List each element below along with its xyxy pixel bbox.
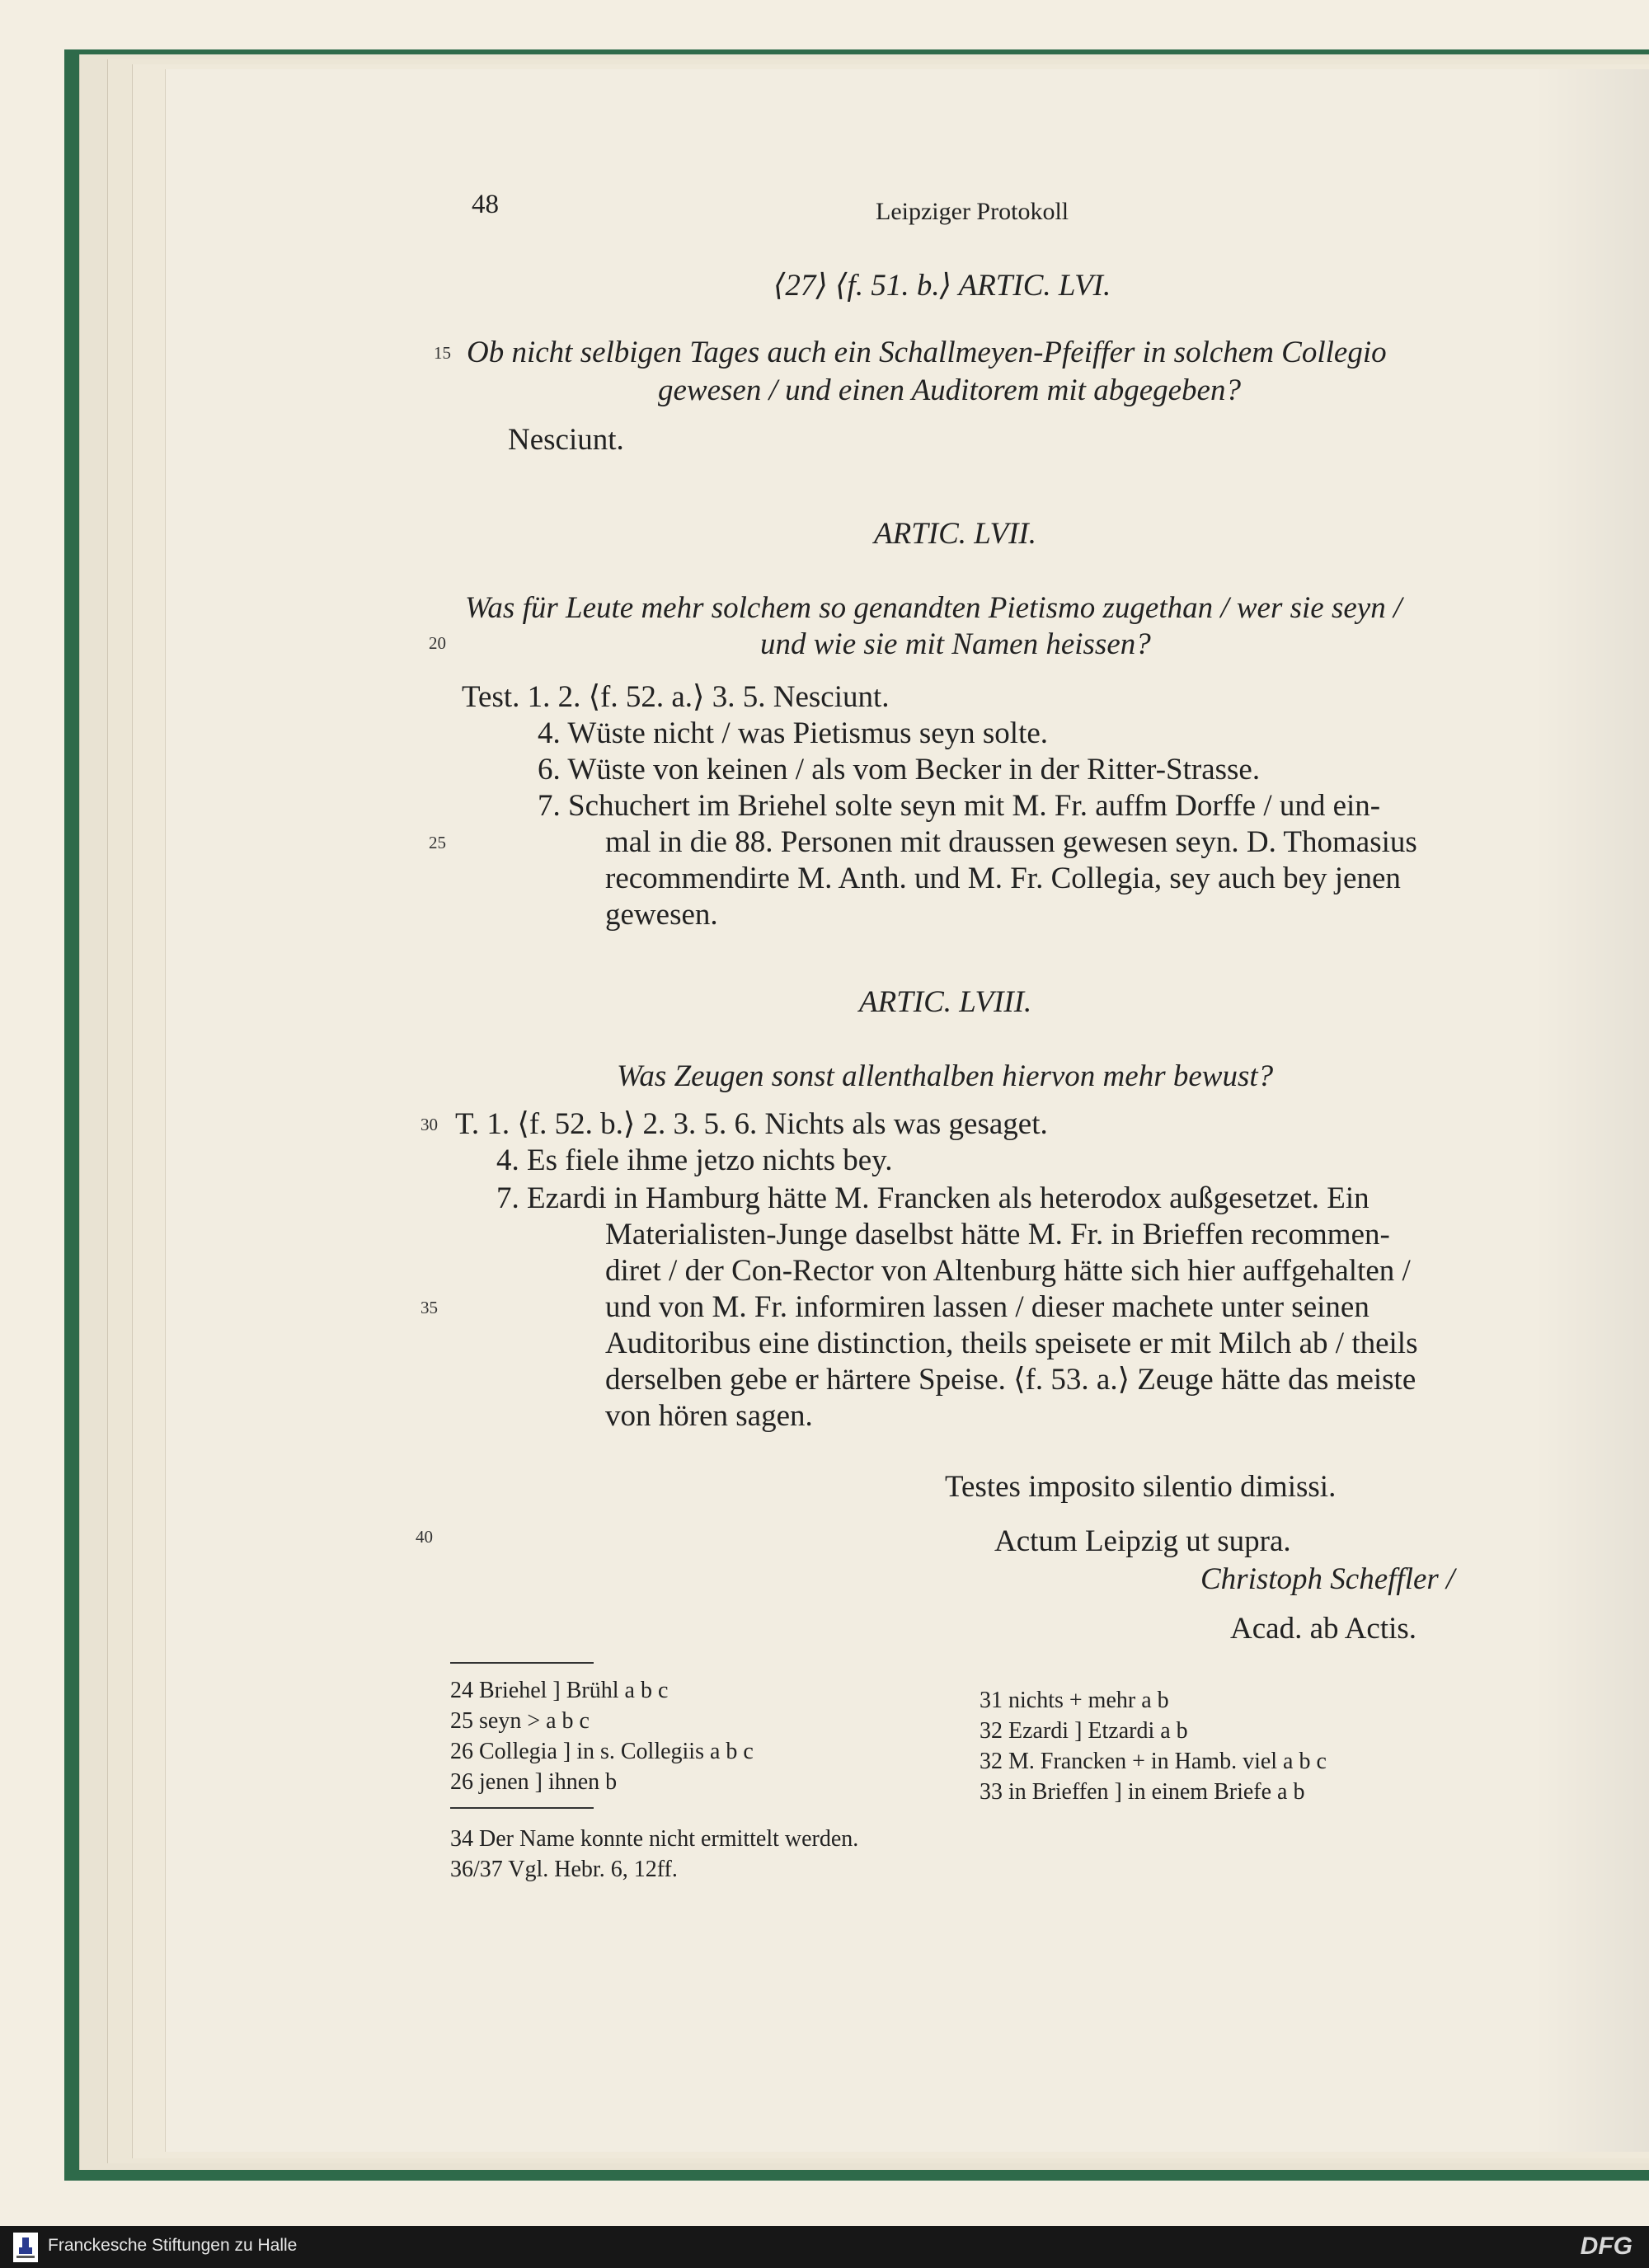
testimony-line: 7. Ezardi in Hamburg hätte M. Francken als heterodox außgesetzet. Ein <box>496 1181 1369 1215</box>
line-number-30: 30 <box>420 1115 438 1134</box>
testimony-line: Test. 1. 2. ⟨f. 52. a.⟩ 3. 5. Nesciunt. <box>462 680 890 714</box>
closing-place: Actum Leipzig ut supra. <box>994 1524 1291 1558</box>
apparatus-note: 32 M. Francken + in Hamb. viel a b c <box>980 1749 1327 1774</box>
apparatus-note: 25 seyn > a b c <box>450 1708 590 1734</box>
page-number: 48 <box>472 190 499 219</box>
running-title: Leipziger Protokoll <box>876 198 1069 225</box>
line-number-15: 15 <box>434 343 451 363</box>
article-56-question: gewesen / und einen Auditorem mit abgegeben? <box>658 373 1241 407</box>
testimony-line: 7. Schuchert im Briehel solte seyn mit M. Fr. auffm Dorffe / und ein- <box>538 789 1381 823</box>
commentary-note: 36/37 Vgl. Hebr. 6, 12ff. <box>450 1857 678 1882</box>
testimony-line: T. 1. ⟨f. 52. b.⟩ 2. 3. 5. 6. Nichts als was gesaget. <box>455 1107 1048 1141</box>
testimony-line: Materialisten-Junge daselbst hätte M. Fr. in Brieffen recommen- <box>605 1218 1390 1251</box>
testimony-line: 6. Wüste von keinen / als vom Becker in der Ritter-Strasse. <box>538 753 1261 787</box>
article-56-question: Ob nicht selbigen Tages auch ein Schallmeyen-Pfeiffer in solchem Collegio <box>467 336 1387 369</box>
footnote-divider <box>450 1807 594 1809</box>
line-number-40: 40 <box>416 1527 433 1547</box>
closing-signature: Christoph Scheffler / <box>1200 1562 1455 1596</box>
apparatus-note: 32 Ezardi ] Etzardi a b <box>980 1718 1188 1744</box>
testimony-line: diret / der Con-Rector von Altenburg hätte sich hier auffgehalten / <box>605 1254 1411 1288</box>
testimony-line: recommendirte M. Anth. und M. Fr. Collegia, sey auch bey jenen <box>605 862 1401 895</box>
apparatus-note: 24 Briehel ] Brühl a b c <box>450 1678 669 1703</box>
article-58-heading: ARTIC. LVIII. <box>859 985 1032 1019</box>
article-56-heading: ⟨27⟩ ⟨f. 51. b.⟩ ARTIC. LVI. <box>773 269 1111 303</box>
apparatus-note: 26 jenen ] ihnen b <box>450 1769 618 1795</box>
closing-dismissal: Testes imposito silentio dimissi. <box>945 1470 1337 1504</box>
testimony-line: derselben gebe er härtere Speise. ⟨f. 53. a.⟩ Zeuge hätte das meiste <box>605 1363 1416 1397</box>
article-57-question: und wie sie mit Namen heissen? <box>760 627 1151 661</box>
testimony-line: von hören sagen. <box>605 1399 813 1433</box>
article-57-question: Was für Leute mehr solchem so genandten Pietismo zugethan / wer sie seyn / <box>465 591 1402 625</box>
apparatus-note: 33 in Brieffen ] in einem Briefe a b <box>980 1779 1305 1805</box>
testimony-line: 4. Es fiele ihme jetzo nichts bey. <box>496 1143 893 1177</box>
testimony-line: 4. Wüste nicht / was Pietismus seyn solte. <box>538 716 1049 750</box>
dfg-badge: DFG <box>1580 2233 1633 2260</box>
closing-office: Acad. ab Actis. <box>1230 1612 1417 1646</box>
article-58-question: Was Zeugen sonst allenthalben hiervon mehr bewust? <box>617 1059 1274 1093</box>
footnote-divider <box>450 1662 594 1664</box>
line-number-25: 25 <box>429 833 446 852</box>
apparatus-note: 26 Collegia ] in s. Collegiis a b c <box>450 1739 754 1764</box>
testimony-line: und von M. Fr. informiren lassen / dieser machete unter seinen <box>605 1290 1369 1324</box>
testimony-line: gewesen. <box>605 898 718 932</box>
institution-name: Franckesche Stiftungen zu Halle <box>48 2236 298 2255</box>
article-57-heading: ARTIC. LVII. <box>874 517 1036 551</box>
article-56-answer: Nesciunt. <box>508 423 624 457</box>
apparatus-note: 31 nichts + mehr a b <box>980 1688 1169 1713</box>
commentary-note: 34 Der Name konnte nicht ermittelt werden. <box>450 1826 859 1852</box>
line-number-35: 35 <box>420 1298 438 1317</box>
page-shadow <box>1534 69 1649 2152</box>
line-number-20: 20 <box>429 633 446 653</box>
testimony-line: mal in die 88. Personen mit draussen gewesen seyn. D. Thomasius <box>605 825 1417 859</box>
institution-logo-icon <box>13 2233 38 2262</box>
testimony-line: Auditoribus eine distinction, theils speisete er mit Milch ab / theils <box>605 1327 1418 1360</box>
